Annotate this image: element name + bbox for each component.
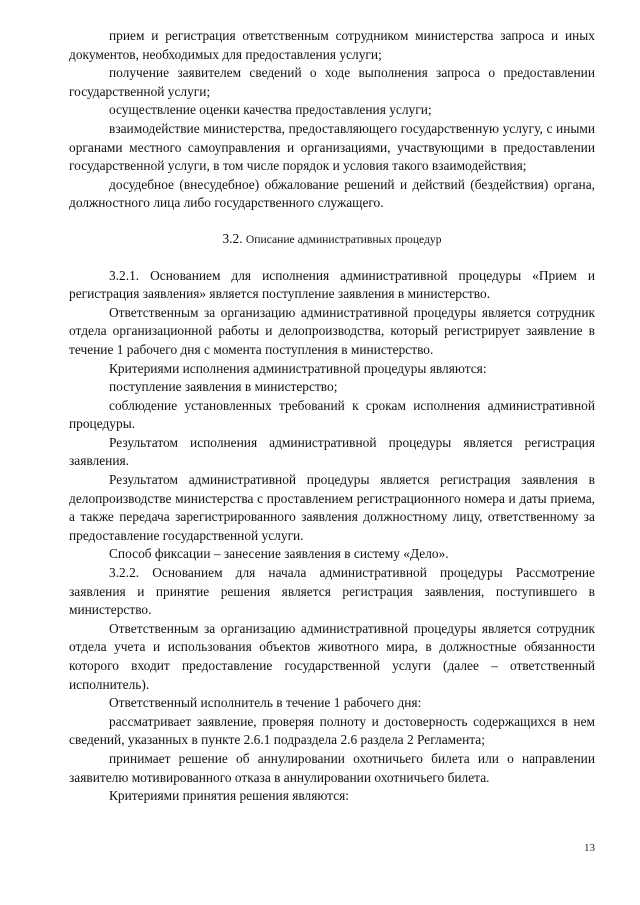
page-content [69,27,595,806]
top-list-item: получение заявителем сведений о ходе выполнения запроса о предоставлении государственной услуги; [69,65,595,99]
section-title: Описание административных процедур [245,232,442,246]
body-paragraph: Способ фиксации – занесение заявления в систему «Дело». [109,546,449,562]
top-list-item: взаимодействие министерства, предоставляющего государственную услугу, с иными органами местного самоуправления и организациями, участвующими в предоставлении государственной услуги, в том числе порядок и условия такого взаимодействия; [69,120,595,174]
top-list [69,27,595,213]
body-paragraph: 3.2.1. Основанием для исполнения административной процедуры «Прием и регистрация заявления» является поступление заявления в министерство. [69,267,595,302]
top-list-item: прием и регистрация ответственным сотрудником министерства запроса и иных документов, необходимых для предоставления услуги; [69,28,595,62]
body-paragraph: Результатом административной процедуры является регистрация заявления в делопроизводстве министерства с проставлением регистрационного номера и даты приема, а также передача зарегистрированного заявления должностному лицу, ответственному за предоставление государственной услуги. [69,472,595,543]
page-number: 13 [584,842,595,854]
body-paragraph: 3.2.2. Основанием для начала административной процедуры Рассмотрение заявления и принятие решения является регистрация заявления, поступившего в министерство. [69,565,595,618]
body-paragraph: принимает решение об аннулировании охотничьего билета или о направлении заявителю мотивированного отказа в аннулировании охотничьего билета. [69,750,595,785]
top-list-item: осуществление оценки качества предоставления услуги; [109,102,432,118]
section-body [69,267,595,806]
body-paragraph: Ответственный исполнитель в течение 1 рабочего дня: [109,695,422,711]
body-paragraph: Результатом исполнения административной процедуры является регистрация заявления. [69,434,595,469]
body-paragraph: Ответственным за организацию административной процедуры является сотрудник отдела организационной работы и делопроизводства, который регистрирует заявление в течение 1 рабочего дня с момента поступления в министерство. [69,304,595,357]
body-paragraph: Ответственным за организацию административной процедуры является сотрудник отдела учета и использования объектов животного мира, в должностные обязанности которого входит предоставление государственной услуги (далее – ответственный исполнитель). [69,620,595,692]
body-paragraph: Критериями исполнения административной процедуры являются: [109,360,487,376]
body-paragraph: Критериями принятия решения являются: [109,788,350,804]
section-number: 3.2. [222,230,243,246]
body-paragraph: рассматривает заявление, проверяя полноту и достоверность содержащихся в нем сведений, указанных в пункте 2.6.1 подраздела 2.6 раздела 2 Регламента; [69,713,595,748]
top-list-item: досудебное (внесудебное) обжалование решений и действий (бездействия) органа, должностного лица либо государственного служащего. [69,176,595,211]
body-paragraph: поступление заявления в министерство; [109,379,338,395]
body-paragraph: соблюдение установленных требований к срокам исполнения административной процедуры. [69,397,595,432]
section-heading [69,230,595,250]
